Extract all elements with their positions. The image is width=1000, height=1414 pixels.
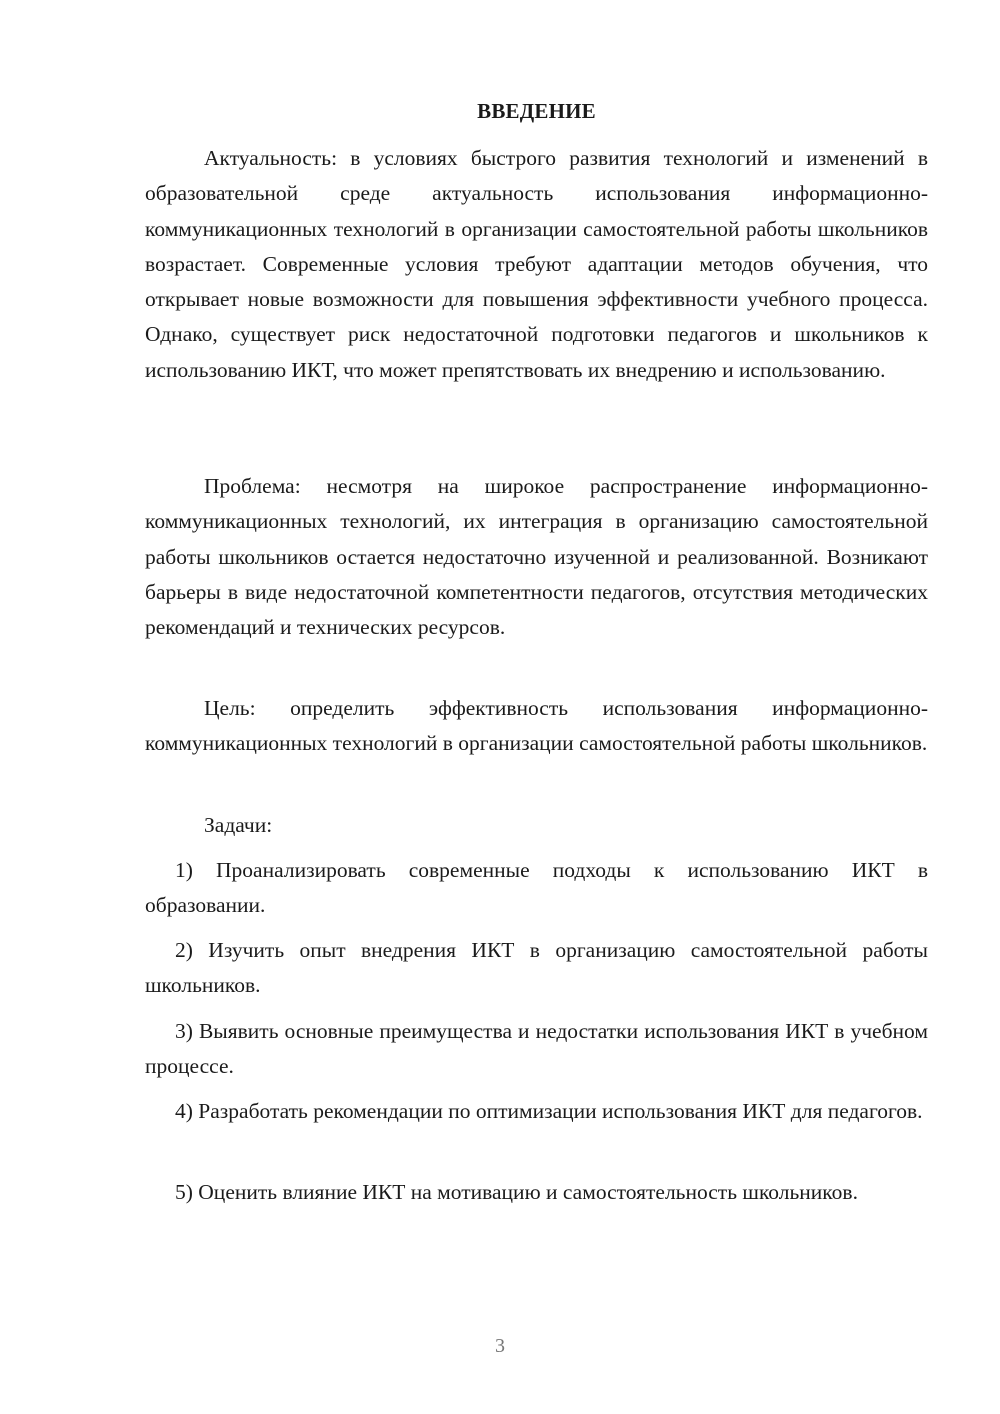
- tasks-label: Задачи:: [204, 813, 273, 837]
- goal-paragraph: Цель: определить эффективность использования информационно-коммуникационных технологий в организации самостоятельной работы школьников.: [145, 696, 928, 756]
- page-number: 3: [495, 1335, 505, 1357]
- section-heading: ВВЕДЕНИЕ: [477, 99, 596, 123]
- task-item-5: 5) Оценить влияние ИКТ на мотивацию и самостоятельность школьников.: [175, 1180, 858, 1204]
- task-item-4: 4) Разработать рекомендации по оптимизации использования ИКТ для педагогов.: [175, 1099, 923, 1123]
- task-item-1: 1) Проанализировать современные подходы к использованию ИКТ в образовании.: [145, 858, 928, 918]
- task-item-2: 2) Изучить опыт внедрения ИКТ в организацию самостоятельной работы школьников.: [145, 938, 928, 998]
- relevance-paragraph: Актуальность: в условиях быстрого развития технологий и изменений в образовательной среде актуальность использования информационно-коммуникационных технологий в организации самостоятельной работы школьников возрастает. Современные условия требуют адаптации методов обучения, что открывает новые возможности для повышения эффективности учебного процесса. Однако, существует риск недостаточной подготовки педагогов и школьников к использованию ИКТ, что может препятствовать их внедрению и использованию.: [145, 146, 928, 382]
- problem-paragraph: Проблема: несмотря на широкое распространение информационно-коммуникационных технологий, их интеграция в организацию самостоятельной работы школьников остается недостаточно изученной и реализованной. Возникают барьеры в виде недостаточной компетентности педагогов, отсутствия методических рекомендаций и технических ресурсов.: [145, 474, 928, 640]
- task-item-3: 3) Выявить основные преимущества и недостатки использования ИКТ в учебном процессе.: [145, 1019, 928, 1079]
